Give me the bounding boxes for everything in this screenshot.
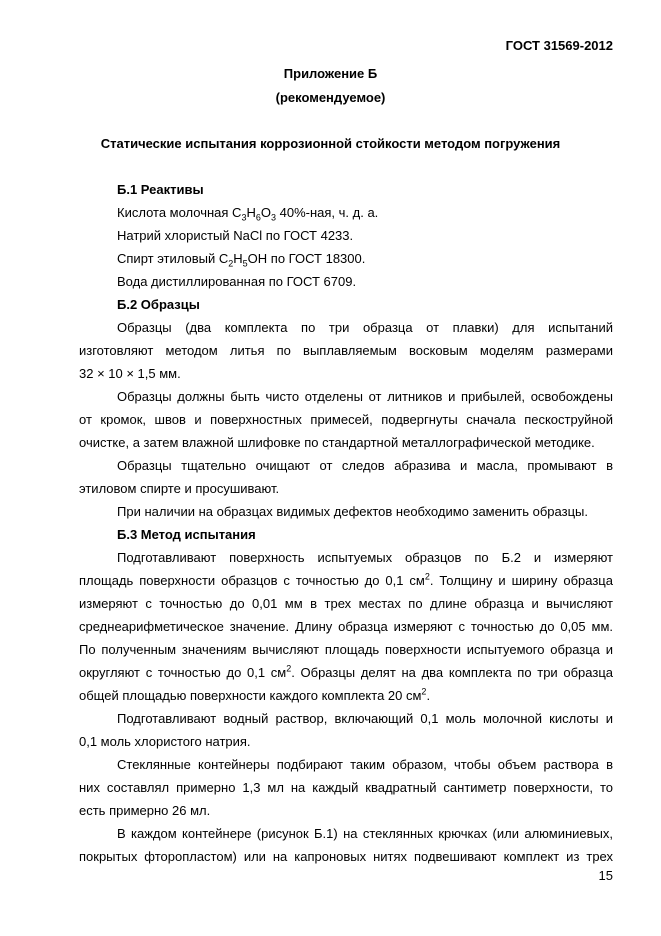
paragraph-line: очистке, а затем влажной шлифовке по стандартной металлографической методике. [79, 435, 595, 450]
paragraph-line: В каждом контейнере (рисунок Б.1) на стеклянных крючках (или алюминиевых, [117, 826, 613, 841]
paragraph-line: общей площадью поверхности каждого комплекта 20 $см^2$. [79, 686, 431, 703]
paragraph-line: покрытых фторопластом) или на капроновых нитях подвешивают комплект из трех [79, 849, 613, 864]
paragraph-line: среднеарифметическое значение. Длину образца измеряют с точностью до 0,05 мм. [79, 619, 613, 634]
paragraph-line: Образцы должны быть чисто отделены от литников и прибылей, освобождены [117, 389, 613, 404]
page-number: 15 [598, 868, 613, 883]
paragraph-line: есть примерно 26 мл. [79, 803, 211, 818]
reagent-water: Вода дистиллированная по ГОСТ 6709. [117, 274, 357, 289]
paragraph-line: от кромок, швов и поверхностных примесей, подвергнуты сначала пескоструйной [79, 412, 613, 427]
appendix-subtitle: (рекомендуемое) [275, 90, 386, 105]
paragraph-line: этиловом спирте и просушивают. [79, 481, 280, 496]
document-code: ГОСТ 31569-2012 [505, 38, 613, 53]
paragraph-line: площадь поверхности образцов с точностью до 0,1 $см^2$. Толщину и ширину образца [79, 571, 613, 588]
section-heading-b2: Б.2 Образцы [117, 297, 200, 312]
main-title: Статические испытания коррозионной стойкости методом погружения [100, 136, 561, 151]
reagent-lactic-acid: Кислота молочная $C_3H_6O_3$ 40%-ная, ч. д. а. [117, 205, 379, 223]
appendix-title: Приложение Б [283, 66, 378, 81]
reagent-ethanol: Спирт этиловый $C_2H_5OH$ по ГОСТ 18300. [117, 251, 366, 269]
paragraph-line: 32 × 10 × 1,5 мм. [79, 366, 181, 381]
paragraph-line: Стеклянные контейнеры подбирают таким образом, чтобы объем раствора в [117, 757, 613, 772]
paragraph-line: них составлял примерно 1,3 мл на каждый квадратный сантиметр поверхности, то [79, 780, 613, 795]
paragraph-line: измеряют с точностью до 0,01 мм в трех местах по длине образца и вычисляют [79, 596, 613, 611]
paragraph-line: изготовляют методом литья по выплавляемым восковым моделям размерами [79, 343, 613, 358]
paragraph-line: По полученным значениям вычисляют площадь поверхности испытуемого образца и [79, 642, 613, 657]
paragraph-line: Подготавливают поверхность испытуемых образцов по Б.2 и измеряют [117, 550, 613, 565]
section-heading-b1: Б.1 Реактивы [117, 182, 204, 197]
section-heading-b3: Б.3 Метод испытания [117, 527, 256, 542]
paragraph-line: При наличии на образцах видимых дефектов необходимо заменить образцы. [117, 504, 588, 519]
paragraph-line: Образцы тщательно очищают от следов абразива и масла, промывают в [117, 458, 613, 473]
paragraph-line: 0,1 моль хлористого натрия. [79, 734, 251, 749]
paragraph-line: округляют с точностью до 0,1 $см^2$. Образцы делят на два комплекта по три образца [79, 663, 613, 680]
reagent-sodium-chloride: Натрий хлористый NaCl по ГОСТ 4233. [117, 228, 354, 243]
paragraph-line: Подготавливают водный раствор, включающий 0,1 моль молочной кислоты и [117, 711, 613, 726]
paragraph-line: Образцы (два комплекта по три образца от плавки) для испытаний [117, 320, 613, 335]
